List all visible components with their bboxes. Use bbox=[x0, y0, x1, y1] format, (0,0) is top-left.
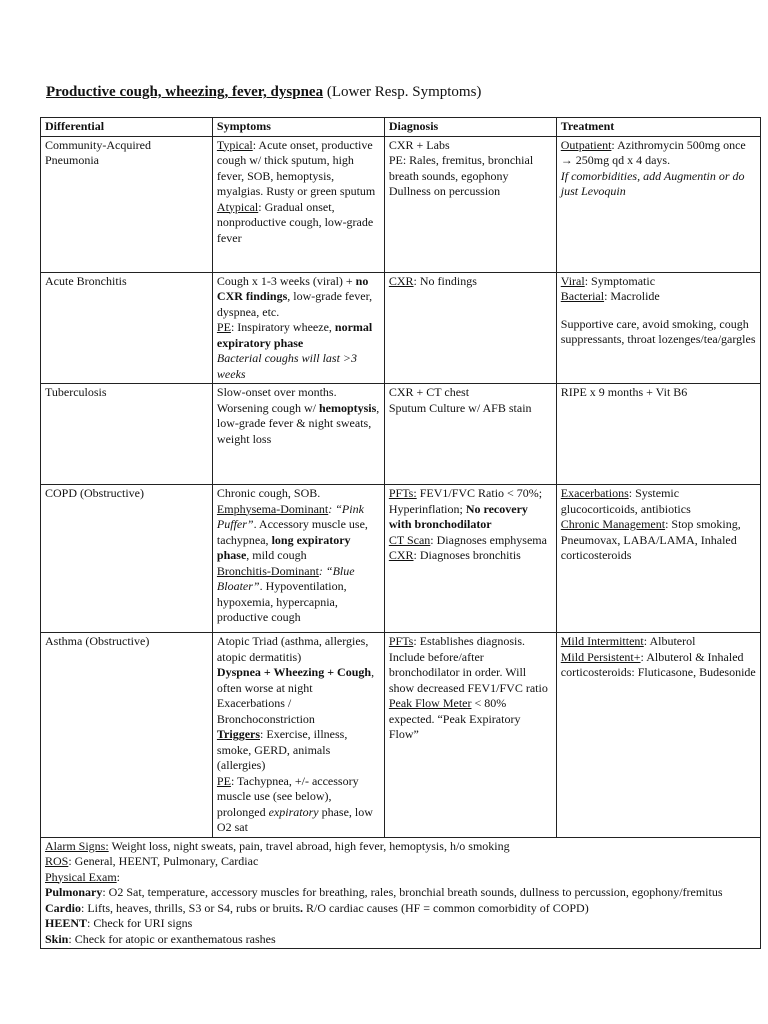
table-row-asthma bbox=[41, 633, 761, 838]
asthma-sx-bold: Dyspnea + Wheezing + Cough bbox=[216, 665, 372, 679]
asthma-pft-text: : Establishes diagnosis. Include before/after bronchodilator in order. Will show decreased FEV1/FVC ratio bbox=[388, 634, 548, 695]
asthma-pe-text: : Tachypnea, +/- accessory muscle use (see below), prolonged bbox=[216, 773, 359, 819]
cap-dx-3: Dullness on percussion bbox=[388, 184, 501, 198]
header-differential: Differential bbox=[41, 118, 213, 137]
tb-symptoms bbox=[212, 384, 384, 485]
footer-heent-label: HEENT bbox=[45, 916, 88, 930]
table-row-bronchitis bbox=[41, 272, 761, 384]
copd-cxr-text: : Diagnoses bronchitis bbox=[413, 548, 521, 562]
bronchitis-pe-text: : Inspiratory wheeze, bbox=[230, 320, 335, 334]
tb-dx-1: CXR + CT chest bbox=[388, 385, 470, 399]
bronchitis-cxr-label: CXR bbox=[388, 273, 414, 288]
bronchitis-sx-1: Cough x 1-3 weeks (viral) + bbox=[216, 273, 356, 288]
asthma-diagnosis bbox=[384, 633, 556, 838]
copd-symptoms bbox=[212, 485, 384, 633]
footer-alarm-text: Weight loss, night sweats, pain, travel abroad, high fever, hemoptysis, h/o smoking bbox=[108, 838, 510, 853]
asthma-mild-intermittent-label: Mild Intermittent bbox=[560, 634, 644, 648]
copd-emphysema-text: . Accessory muscle use, tachypnea, bbox=[216, 517, 368, 547]
asthma-triggers-label: Triggers bbox=[216, 727, 261, 741]
cap-dx-1: CXR + Labs bbox=[388, 137, 450, 152]
bronchitis-sx-end: , low-grade fever, dyspnea, etc. bbox=[216, 289, 373, 319]
table-row-copd bbox=[41, 485, 761, 633]
copd-chronic-text: : Stop smoking, Pneumovax, LABA/LAMA, Inhaled corticosteroids bbox=[560, 517, 741, 562]
cap-atypical-label: Atypical bbox=[216, 199, 259, 214]
page-title bbox=[46, 84, 481, 101]
tb-name: Tuberculosis bbox=[41, 384, 213, 485]
asthma-peak-flow-label: Peak Flow Meter bbox=[388, 696, 472, 710]
footer-pulmonary-line bbox=[45, 885, 756, 901]
footer-pe-label: Physical Exam bbox=[45, 869, 117, 884]
footer-skin-label: Skin bbox=[45, 931, 69, 946]
footer-ros-label: ROS bbox=[45, 854, 69, 868]
asthma-mild-persistent-label: Mild Persistent+ bbox=[560, 649, 641, 664]
cap-name: Community-Acquired Pneumonia bbox=[41, 136, 213, 272]
footer-skin-text: : Check for atopic or exanthematous rashes bbox=[68, 931, 276, 946]
bronchitis-bacterial-label: Bacterial bbox=[560, 289, 605, 303]
header-symptoms: Symptoms bbox=[212, 118, 384, 137]
tb-sx-2: , low-grade fever & night sweats, weight loss bbox=[216, 400, 380, 446]
table-header-row bbox=[41, 118, 761, 137]
asthma-sx-1: Atopic Triad (asthma, allergies, atopic dermatitis) bbox=[216, 634, 369, 664]
footer-pulmonary-text: : O2 Sat, temperature, accessory muscles for breathing, rales, bronchial breath sounds, dullness to percussion, egophony/fremitus bbox=[102, 885, 723, 899]
asthma-sx-3: Exacerbations / Bronchoconstriction bbox=[216, 696, 315, 726]
tb-diagnosis bbox=[384, 384, 556, 485]
asthma-name: Asthma (Obstructive) bbox=[41, 633, 213, 838]
asthma-pe-end: phase, low O2 sat bbox=[216, 804, 373, 834]
copd-ct-label: CT Scan bbox=[388, 532, 431, 547]
copd-bronchitis-label: Bronchitis-Dominant bbox=[216, 563, 319, 578]
bronchitis-supportive-care: Supportive care, avoid smoking, cough suppressants, throat lozenges/tea/gargles bbox=[560, 316, 756, 346]
copd-cxr-label: CXR bbox=[388, 548, 414, 562]
copd-pft-label: PFTs: bbox=[388, 486, 417, 500]
copd-treatment bbox=[556, 485, 760, 633]
header-diagnosis: Diagnosis bbox=[384, 118, 556, 137]
copd-diagnosis bbox=[384, 485, 556, 633]
asthma-treatment bbox=[556, 633, 760, 838]
cap-outpatient-label: Outpatient bbox=[560, 137, 612, 152]
copd-bronchitis-text: . Hypoventilation, hypoxemia, hypercapnia, productive cough bbox=[216, 579, 347, 624]
footer-ros-text: : General, HEENT, Pulmonary, Cardiac bbox=[68, 854, 259, 868]
asthma-pft-label: PFTs bbox=[388, 634, 414, 648]
footer-cardio-dot: . bbox=[300, 900, 303, 915]
asthma-triggers-text: : Exercise, illness, smoke, GERD, animals (allergies) bbox=[216, 727, 348, 772]
footer-ros-line bbox=[45, 854, 756, 870]
copd-exacerbations-label: Exacerbations bbox=[560, 486, 629, 500]
bronchitis-bacterial-text: : Macrolide bbox=[604, 289, 660, 303]
asthma-peak-flow-text: < 80% expected. “Peak Expiratory Flow” bbox=[388, 696, 521, 741]
footer-pe-colon: : bbox=[116, 869, 120, 884]
bronchitis-name: Acute Bronchitis bbox=[41, 272, 213, 384]
footer-cardio-end: R/O cardiac causes (HF = common comorbidity of COPD) bbox=[303, 900, 589, 915]
bronchitis-viral-text: : Symptomatic bbox=[584, 273, 656, 288]
cap-treatment bbox=[556, 136, 760, 272]
copd-emphysema-end: , mild cough bbox=[246, 548, 307, 562]
copd-sx-1: Chronic cough, SOB. bbox=[216, 486, 321, 500]
footer-cardio-line bbox=[45, 901, 756, 917]
cap-comorbidity-note: If comorbidities, add Augmentin or do just Levoquin bbox=[560, 168, 745, 198]
copd-pft-bold: No recovery with bronchodilator bbox=[388, 501, 528, 531]
cap-typical-text: : Acute onset, productive cough w/ thick sputum, high fever, SOB, hemoptysis, myalgias. Rusty or green sputum bbox=[216, 137, 376, 198]
footer-cardio-label: Cardio bbox=[45, 900, 81, 915]
cap-outpatient-text: : Azithromycin 500mg once → 250mg qd x 4 days. bbox=[560, 137, 746, 167]
footer-pulmonary-label: Pulmonary bbox=[45, 885, 103, 899]
cap-symptoms bbox=[212, 136, 384, 272]
table-row-footer bbox=[41, 837, 761, 949]
tb-treatment: RIPE x 9 months + Vit B6 bbox=[556, 384, 760, 485]
table-row-tuberculosis bbox=[41, 384, 761, 485]
tb-sx-1: Slow-onset over months. Worsening cough w/ bbox=[216, 385, 337, 415]
cap-typical-label: Typical bbox=[216, 137, 253, 152]
tb-sx-bold: hemoptysis bbox=[318, 400, 377, 415]
bronchitis-cxr-text: : No findings bbox=[413, 273, 477, 288]
differential-table bbox=[40, 117, 761, 949]
copd-chronic-label: Chronic Management bbox=[560, 517, 666, 531]
cap-dx-2: PE: Rales, fremitus, bronchial breath sounds, egophony bbox=[388, 153, 534, 183]
table-row-pneumonia bbox=[41, 136, 761, 272]
bronchitis-sx-bold: no CXR findings bbox=[216, 273, 369, 303]
footer-alarm-label: Alarm Signs: bbox=[45, 838, 109, 853]
footer-pe-line bbox=[45, 870, 756, 886]
title-main: Productive cough, wheezing, fever, dyspnea bbox=[46, 84, 324, 100]
asthma-mild-persistent-text: : Albuterol & Inhaled corticosteroids: Fluticasone, Budesonide bbox=[560, 649, 756, 679]
footer-notes bbox=[41, 837, 761, 949]
footer-cardio-text: : Lifts, heaves, thrills, S3 or S4, rubs or bruits bbox=[81, 900, 300, 915]
copd-emphysema-label: Emphysema-Dominant bbox=[216, 501, 329, 516]
bronchitis-treatment bbox=[556, 272, 760, 384]
asthma-symptoms bbox=[212, 633, 384, 838]
bronchitis-diagnosis bbox=[384, 272, 556, 384]
footer-heent-line bbox=[45, 916, 756, 932]
copd-emphysema-bold: long expiratory phase bbox=[216, 532, 351, 562]
bronchitis-bacterial-note: Bacterial coughs will last >3 weeks bbox=[216, 351, 358, 381]
copd-exacerbations-text: : Systemic glucocorticoids, antibiotics bbox=[560, 486, 691, 516]
copd-ct-text: : Diagnoses emphysema bbox=[430, 532, 547, 547]
asthma-mild-intermittent-text: : Albuterol bbox=[643, 634, 696, 648]
bronchitis-viral-label: Viral bbox=[560, 273, 585, 288]
copd-pft-text: FEV1/FVC Ratio < 70%; Hyperinflation; bbox=[388, 486, 543, 516]
bronchitis-pe-bold: normal expiratory phase bbox=[216, 320, 373, 350]
tb-dx-2: Sputum Culture w/ AFB stain bbox=[388, 400, 532, 415]
header-treatment: Treatment bbox=[556, 118, 760, 137]
copd-name: COPD (Obstructive) bbox=[41, 485, 213, 633]
bronchitis-symptoms bbox=[212, 272, 384, 384]
footer-heent-text: : Check for URI signs bbox=[87, 916, 193, 930]
title-sub: (Lower Resp. Symptoms) bbox=[323, 84, 482, 100]
cap-diagnosis bbox=[384, 136, 556, 272]
copd-emphysema-quote: : “Pink Puffer” bbox=[216, 501, 364, 531]
bronchitis-pe-label: PE bbox=[216, 320, 231, 334]
cap-atypical-text: : Gradual onset, nonproductive cough, low-grade fever bbox=[216, 199, 374, 245]
copd-bronchitis-quote: : “Blue Bloater” bbox=[216, 563, 355, 593]
asthma-pe-italic: expiratory bbox=[268, 804, 319, 819]
footer-alarm-line bbox=[45, 839, 756, 855]
asthma-pe-label: PE bbox=[216, 773, 231, 788]
footer-skin-line bbox=[45, 932, 756, 948]
asthma-sx-2: , often worse at night bbox=[216, 665, 375, 695]
